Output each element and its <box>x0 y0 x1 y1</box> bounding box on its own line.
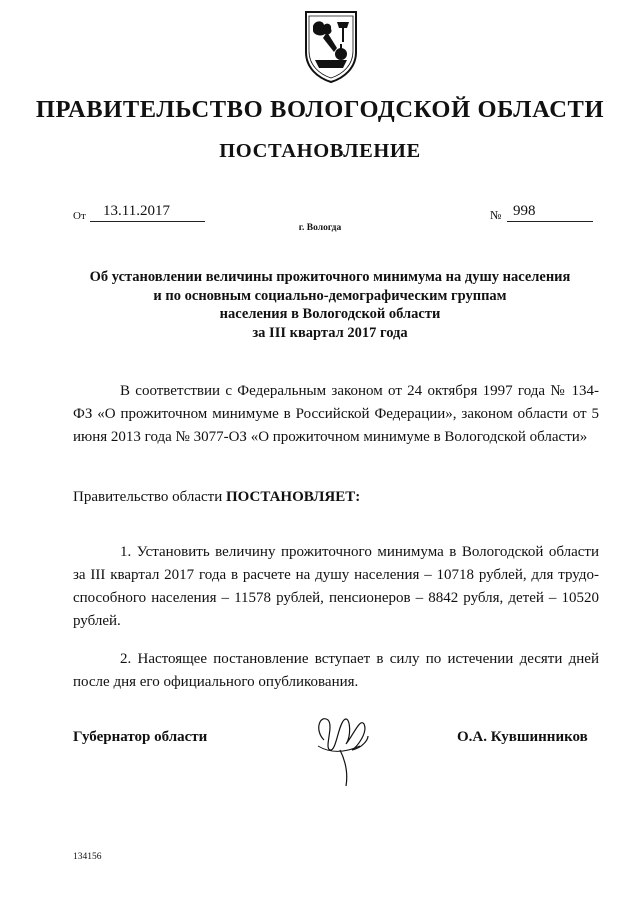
signatory-name: О.А. Кувшинников <box>457 729 588 745</box>
decree-word: ПОСТАНОВЛЯЕТ: <box>225 489 361 505</box>
registration-number: 134156 <box>73 852 102 862</box>
coat-of-arms-emblem <box>301 8 361 84</box>
number-prefix: № <box>490 208 502 222</box>
signatory-title: Губернатор области <box>73 729 208 745</box>
decree-paragraph <box>73 486 599 509</box>
item-2-paragraph: 2. Настоящее постановление вступает в силу по истечении десяти дней после дня его официального опубликования. <box>73 651 599 690</box>
document-type: ПОСТАНОВЛЕНИЕ <box>219 140 421 162</box>
item-1-paragraph: 1. Установить величину прожиточного минимума в Вологодской области за III квартал 2017 года в расчете на душу населения – 10718 рублей, для трудо-способного населения – 11578 рублей, пенсионеров – 8842 рубля, детей – 10520 рублей. <box>73 544 599 629</box>
city: г. Вологда <box>298 223 342 233</box>
preamble-paragraph: В соответствии с Федеральным законом от 24 октября 1997 года № 134-ФЗ «О прожиточном минимуме в Российской Федерации», законом области от 5 июня 2013 года № 3077-ОЗ «О прожиточном минимуме в Вологодской области» <box>73 383 599 445</box>
heading-line: и по основным социально-демографическим группам <box>153 287 507 304</box>
document-heading <box>60 268 600 342</box>
government-title: ПРАВИТЕЛЬСТВО ВОЛОГОДСКОЙ ОБЛАСТИ <box>35 96 605 123</box>
heading-line: за III квартал 2017 года <box>252 324 408 341</box>
decree-lead: Правительство области <box>73 489 223 505</box>
handwritten-signature <box>310 706 372 788</box>
heading-line: Об установлении величины прожиточного минимума на душу населения <box>89 269 571 285</box>
date-prefix: От <box>73 210 86 222</box>
document-date: 13.11.2017 <box>103 203 170 219</box>
heading-line: населения в Вологодской области <box>219 306 441 322</box>
document-number: 998 <box>513 203 536 219</box>
